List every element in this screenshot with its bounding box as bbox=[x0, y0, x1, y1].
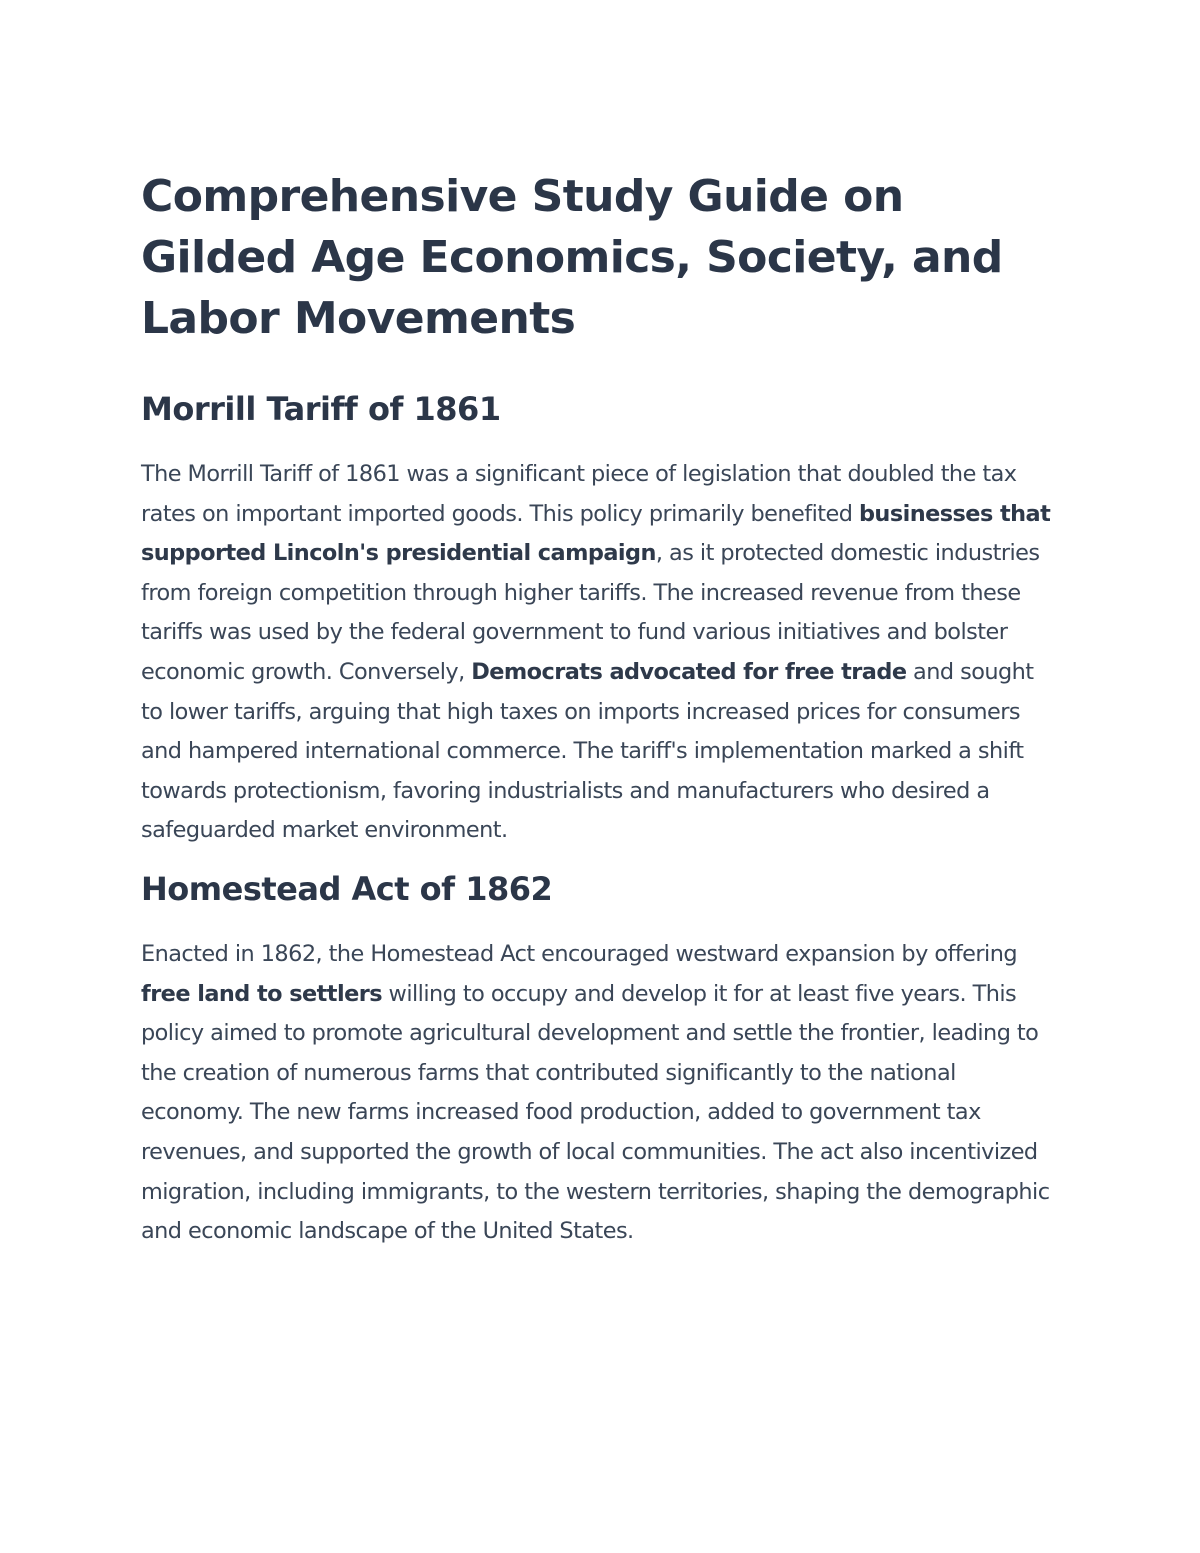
section-heading-morrill-tariff: Morrill Tariff of 1861 bbox=[141, 390, 501, 428]
section-heading-homestead-act: Homestead Act of 1862 bbox=[141, 869, 553, 908]
bold-phrase: Democrats advocated for free trade bbox=[471, 658, 907, 685]
paragraph-text: Enacted in 1862, the Homestead Act encouraged westward expansion by offering bbox=[141, 940, 1018, 967]
document-title: Comprehensive Study Guide on Gilded Age Economics, Society, and Labor Movements bbox=[141, 171, 1003, 344]
section-paragraph-morrill-tariff bbox=[141, 455, 1061, 851]
document-page bbox=[141, 166, 1061, 1252]
paragraph-text: willing to occupy and develop it for at least five years. This policy aimed to promote agricultural development and settle the frontier, leading to the creation of numerous farms that contributed significantly to the national economy. The new farms increased food production, added to government tax revenues, and supported the growth of local communities. The act also incentivized migration, including immigrants, to the western territories, shaping the demographic and economic landscape of the United States. bbox=[141, 980, 1050, 1245]
bold-phrase: free land to settlers bbox=[141, 980, 382, 1007]
bold-phrase: businesses that supported Lincoln's presidential campaign bbox=[141, 500, 1051, 567]
section-paragraph-homestead-act bbox=[141, 935, 1061, 1252]
paragraph-text: The Morrill Tariff of 1861 was a significant piece of legislation that doubled the tax rates on important imported goods. This policy primarily benefited bbox=[141, 461, 1017, 527]
paragraph-text: , as it protected domestic industries from foreign competition through higher tariffs. The increased revenue from these tariffs was used by the federal government to fund various initiatives and bolster economic growth. Conversely, bbox=[141, 540, 1040, 685]
paragraph-text: and sought to lower tariffs, arguing that high taxes on imports increased prices for consumers and hampered international commerce. The tariff's implementation marked a shift towards protectionism, favoring industrialists and manufacturers who desired a safeguarded market environment. bbox=[141, 658, 1034, 844]
